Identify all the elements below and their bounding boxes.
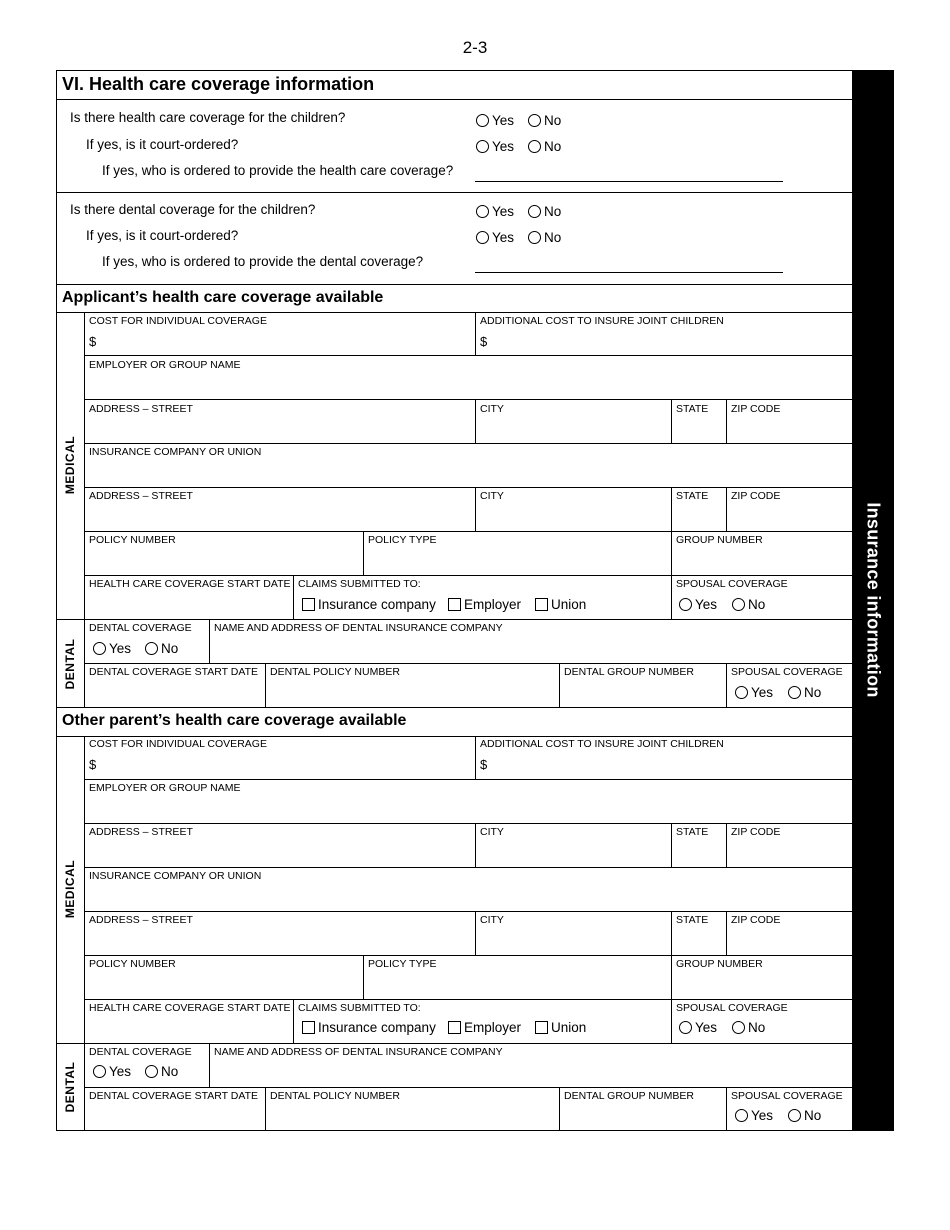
dental-spousal-yes[interactable]: Yes — [735, 1108, 773, 1123]
dental-who-ordered-question: If yes, who is ordered to provide the dental coverage? — [102, 254, 424, 269]
policy-number-label: POLICY NUMBER — [89, 534, 176, 546]
insurer-state-label: STATE — [676, 914, 709, 926]
radio-icon — [528, 114, 541, 127]
divider — [56, 99, 852, 100]
divider — [475, 911, 476, 955]
additional-cost-label: ADDITIONAL COST TO INSURE JOINT CHILDREN — [480, 738, 724, 750]
divider — [56, 707, 852, 708]
divider — [726, 663, 727, 708]
dental-spousal-yes[interactable]: Yes — [735, 685, 773, 700]
dental-coverage-label: DENTAL COVERAGE — [89, 622, 192, 634]
divider — [475, 399, 476, 443]
claims-to-label: CLAIMS SUBMITTED TO: — [298, 1002, 421, 1014]
radio-icon — [735, 1109, 748, 1122]
dental-who-ordered-input[interactable] — [475, 272, 783, 273]
dental-side-label: DENTAL — [63, 638, 77, 690]
dental-group-label: DENTAL GROUP NUMBER — [564, 666, 694, 678]
claim-insurance-checkbox[interactable]: Insurance company — [302, 597, 436, 612]
section-title: VI. Health care coverage information — [62, 74, 375, 94]
divider — [671, 999, 672, 1043]
divider — [293, 999, 294, 1043]
divider — [209, 1043, 210, 1087]
additional-cost-label: ADDITIONAL COST TO INSURE JOINT CHILDREN — [480, 315, 724, 327]
dental-start-label: DENTAL COVERAGE START DATE — [89, 1090, 259, 1102]
radio-icon — [528, 205, 541, 218]
dental-no[interactable]: No — [145, 641, 178, 656]
divider — [363, 531, 364, 575]
divider — [56, 1043, 852, 1044]
divider — [726, 823, 727, 867]
dental-spousal-no[interactable]: No — [788, 1108, 821, 1123]
employer-city-label: CITY — [480, 826, 504, 838]
divider — [84, 399, 852, 400]
divider — [726, 911, 727, 955]
dental-side-label: DENTAL — [63, 1061, 77, 1113]
dental-no[interactable]: No — [145, 1064, 178, 1079]
sidebar-tab — [852, 70, 894, 1131]
divider — [56, 192, 852, 193]
health-court-ordered-question: If yes, is it court-ordered? — [86, 137, 239, 152]
divider — [671, 399, 672, 443]
employer-state-label: STATE — [676, 403, 709, 415]
employer-state-label: STATE — [676, 826, 709, 838]
dental-spousal-label: SPOUSAL COVERAGE — [731, 1090, 843, 1102]
checkbox-icon — [535, 598, 548, 611]
medical-side-label: MEDICAL — [63, 859, 77, 919]
divider — [84, 911, 852, 912]
radio-icon — [788, 686, 801, 699]
insurer-state-label: STATE — [676, 490, 709, 502]
divider — [84, 1087, 852, 1088]
radio-icon — [145, 1065, 158, 1078]
divider — [726, 399, 727, 443]
cost-individual-input[interactable]: $ — [89, 757, 97, 772]
policy-number-label: POLICY NUMBER — [89, 958, 176, 970]
radio-icon — [93, 642, 106, 655]
divider — [671, 531, 672, 575]
cost-individual-label: COST FOR INDIVIDUAL COVERAGE — [89, 315, 267, 327]
cost-individual-label: COST FOR INDIVIDUAL COVERAGE — [89, 738, 267, 750]
radio-icon — [735, 686, 748, 699]
radio-icon — [476, 231, 489, 244]
employer-label: EMPLOYER OR GROUP NAME — [89, 782, 241, 794]
divider — [56, 736, 852, 737]
dental-spousal-no[interactable]: No — [788, 685, 821, 700]
radio-icon — [476, 140, 489, 153]
divider — [559, 663, 560, 708]
insurance-company-label: INSURANCE COMPANY OR UNION — [89, 446, 262, 458]
group-number-label: GROUP NUMBER — [676, 958, 763, 970]
dental-court-no[interactable]: No — [528, 230, 561, 245]
dental-name-address-label: NAME AND ADDRESS OF DENTAL INSURANCE COMPANY — [214, 622, 503, 634]
divider — [84, 999, 852, 1000]
additional-cost-input[interactable]: $ — [480, 757, 488, 772]
employer-label: EMPLOYER OR GROUP NAME — [89, 359, 241, 371]
claims-to-label: CLAIMS SUBMITTED TO: — [298, 578, 421, 590]
employer-zip-label: ZIP CODE — [731, 403, 781, 415]
divider — [475, 736, 476, 779]
radio-icon — [476, 205, 489, 218]
checkbox-icon — [535, 1021, 548, 1034]
divider — [475, 823, 476, 867]
medical-side-label: MEDICAL — [63, 435, 77, 495]
claim-union-checkbox[interactable]: Union — [535, 597, 586, 612]
divider — [84, 779, 852, 780]
divider — [726, 487, 727, 531]
health-who-ordered-input[interactable] — [475, 181, 783, 182]
radio-icon — [476, 114, 489, 127]
divider — [84, 823, 852, 824]
health-who-ordered-question: If yes, who is ordered to provide the health care coverage? — [102, 163, 454, 178]
dental-coverage-no[interactable]: No — [528, 204, 561, 219]
checkbox-icon — [302, 598, 315, 611]
group-number-label: GROUP NUMBER — [676, 534, 763, 546]
cost-individual-input[interactable]: $ — [89, 334, 97, 349]
dental-coverage-question: Is there dental coverage for the children? — [70, 202, 316, 217]
spousal-coverage-label: SPOUSAL COVERAGE — [676, 578, 788, 590]
insurer-address-label: ADDRESS – STREET — [89, 490, 193, 502]
insurer-zip-label: ZIP CODE — [731, 914, 781, 926]
radio-icon — [788, 1109, 801, 1122]
radio-icon — [679, 1021, 692, 1034]
divider — [363, 955, 364, 999]
dental-coverage-label: DENTAL COVERAGE — [89, 1046, 192, 1058]
claim-insurance-checkbox[interactable]: Insurance company — [302, 1020, 436, 1035]
radio-icon — [528, 140, 541, 153]
dental-start-label: DENTAL COVERAGE START DATE — [89, 666, 259, 678]
divider — [84, 663, 852, 664]
divider — [84, 736, 85, 1131]
page-number: 2-3 — [462, 38, 488, 57]
divider — [84, 867, 852, 868]
dental-yes[interactable]: Yes — [93, 641, 131, 656]
divider — [265, 1087, 266, 1131]
dental-policy-label: DENTAL POLICY NUMBER — [270, 1090, 400, 1102]
health-court-no[interactable]: No — [528, 139, 561, 154]
divider — [84, 531, 852, 532]
insurer-city-label: CITY — [480, 914, 504, 926]
insurance-company-label: INSURANCE COMPANY OR UNION — [89, 870, 262, 882]
start-date-label: HEALTH CARE COVERAGE START DATE — [89, 578, 291, 590]
divider — [84, 355, 852, 356]
divider — [84, 575, 852, 576]
additional-cost-input[interactable]: $ — [480, 334, 488, 349]
employer-zip-label: ZIP CODE — [731, 826, 781, 838]
dental-spousal-label: SPOUSAL COVERAGE — [731, 666, 843, 678]
spousal-yes[interactable]: Yes — [679, 1020, 717, 1035]
divider — [56, 619, 852, 620]
divider — [671, 823, 672, 867]
divider — [671, 487, 672, 531]
employer-address-label: ADDRESS – STREET — [89, 826, 193, 838]
sidebar-title: Insurance information — [863, 502, 884, 698]
policy-type-label: POLICY TYPE — [368, 958, 437, 970]
health-court-yes[interactable]: Yes — [476, 139, 514, 154]
divider — [671, 575, 672, 619]
spousal-coverage-label: SPOUSAL COVERAGE — [676, 1002, 788, 1014]
divider — [475, 312, 476, 355]
claim-union-checkbox[interactable]: Union — [535, 1020, 586, 1035]
radio-icon — [679, 598, 692, 611]
divider — [84, 312, 85, 708]
spousal-no[interactable]: No — [732, 597, 765, 612]
divider — [209, 619, 210, 663]
radio-icon — [732, 598, 745, 611]
divider — [559, 1087, 560, 1131]
dental-coverage-yes[interactable]: Yes — [476, 204, 514, 219]
dental-yes[interactable]: Yes — [93, 1064, 131, 1079]
spousal-no[interactable]: No — [732, 1020, 765, 1035]
radio-icon — [93, 1065, 106, 1078]
claim-employer-checkbox[interactable]: Employer — [448, 1020, 521, 1035]
dental-policy-label: DENTAL POLICY NUMBER — [270, 666, 400, 678]
dental-name-address-label: NAME AND ADDRESS OF DENTAL INSURANCE COMPANY — [214, 1046, 503, 1058]
checkbox-icon — [302, 1021, 315, 1034]
divider — [84, 955, 852, 956]
dental-group-label: DENTAL GROUP NUMBER — [564, 1090, 694, 1102]
divider — [84, 443, 852, 444]
applicant-title: Applicant’s health care coverage available — [62, 289, 384, 306]
employer-city-label: CITY — [480, 403, 504, 415]
other-parent-title: Other parent’s health care coverage available — [62, 712, 407, 729]
radio-icon — [145, 642, 158, 655]
divider — [475, 487, 476, 531]
start-date-label: HEALTH CARE COVERAGE START DATE — [89, 1002, 291, 1014]
insurer-zip-label: ZIP CODE — [731, 490, 781, 502]
claim-employer-checkbox[interactable]: Employer — [448, 597, 521, 612]
insurer-city-label: CITY — [480, 490, 504, 502]
divider — [671, 911, 672, 955]
dental-court-ordered-question: If yes, is it court-ordered? — [86, 228, 239, 243]
policy-type-label: POLICY TYPE — [368, 534, 437, 546]
health-coverage-question: Is there health care coverage for the children? — [70, 110, 346, 125]
divider — [56, 312, 852, 313]
health-coverage-no[interactable]: No — [528, 113, 561, 128]
employer-address-label: ADDRESS – STREET — [89, 403, 193, 415]
divider — [726, 1087, 727, 1131]
divider — [293, 575, 294, 619]
dental-court-yes[interactable]: Yes — [476, 230, 514, 245]
health-coverage-yes[interactable]: Yes — [476, 113, 514, 128]
radio-icon — [528, 231, 541, 244]
checkbox-icon — [448, 1021, 461, 1034]
divider — [56, 284, 852, 285]
divider — [84, 487, 852, 488]
radio-icon — [732, 1021, 745, 1034]
insurer-address-label: ADDRESS – STREET — [89, 914, 193, 926]
checkbox-icon — [448, 598, 461, 611]
divider — [671, 955, 672, 999]
divider — [265, 663, 266, 708]
spousal-yes[interactable]: Yes — [679, 597, 717, 612]
